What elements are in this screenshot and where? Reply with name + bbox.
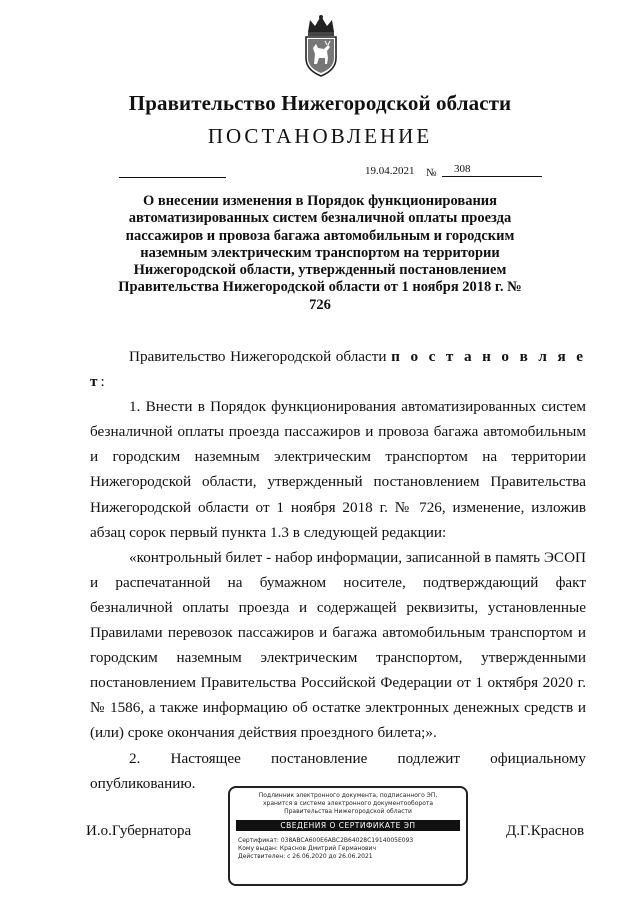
paragraph-2-line-2: опубликованию. bbox=[90, 774, 196, 792]
number-sign: № bbox=[426, 167, 437, 179]
document-type: ПОСТАНОВЛЕНИЕ bbox=[207, 124, 433, 148]
government-title: Правительство Нижегородской области bbox=[128, 91, 512, 115]
stamp-certificate: Сертификат: 038ABCA600E6ABC2B64028C1914005E093 bbox=[238, 837, 414, 844]
paragraph-2-line-1: 2. Настоящее постановление подлежит официальному bbox=[129, 749, 586, 767]
document-date: 19.04.2021 bbox=[365, 165, 415, 177]
quoted-paragraph: «контрольный билет - набор информации, записанной в память ЭСОП и распечатанной на бумажном носителе, подтверждающий факт безналичной оплаты проезда и содержащей реквизиты, установленные Правилами перевозок пассажиров и багажа автомобильным транспортом и городским наземным электрическим транспортом, утвержденными постановлением Правительства Российской Федерации от 1 октября 2020 г. № 1586, а также информацию об остатке электронных денежных средств и (или) сроке окончания действия проездного билета;». bbox=[90, 548, 586, 742]
coat-of-arms-icon bbox=[300, 14, 342, 78]
document-subject: О внесении изменения в Порядок функционирования автоматизированных систем безналичной оплаты проезда пассажиров и провоза багажа автомобильным и городским наземным электрическим транспортом на территории Нижегородской области, утвержденный постановлением Правительства Нижегородской области от 1 ноября 2018 г. № 726 bbox=[118, 193, 522, 313]
intro-verb: п о с т а н о в л я е т bbox=[90, 348, 586, 391]
stamp-validity: Действителен: с 26.06.2020 до 26.06.2021 bbox=[238, 853, 373, 860]
signatory-position: И.о.Губернатора bbox=[86, 823, 192, 839]
document-number: 308 bbox=[442, 163, 542, 177]
blank-date-line bbox=[119, 177, 226, 178]
stamp-title: СВЕДЕНИЯ О СЕРТИФИКАТЕ ЭП bbox=[236, 820, 460, 831]
electronic-signature-stamp bbox=[228, 786, 468, 886]
paragraph-1: 1. Внести в Порядок функционирования автоматизированных систем безналичной оплаты проезда пассажиров и провоза багажа автомобильным и городским наземным электрическим транспортом на территории Нижегородской области, утвержденный постановлением Правительства Нижегородской области от 1 ноября 2018 г. № 726, изменение, изложив абзац сорок первый пункта 1.3 в следующей редакции: bbox=[90, 398, 586, 541]
stamp-owner: Кому выдан: Краснов Дмитрий Германович bbox=[238, 845, 377, 852]
stamp-note: Подлинник электронного документа, подписанного ЭП, хранится в системе электронного документооборота Правительства Нижегородской области bbox=[258, 792, 438, 815]
intro-paragraph bbox=[90, 344, 586, 394]
document-body bbox=[90, 344, 586, 796]
intro-prefix: Правительство Нижегородской области bbox=[129, 348, 392, 365]
signatory-name: Д.Г.Краснов bbox=[506, 823, 585, 839]
intro-suffix: : bbox=[100, 373, 105, 391]
